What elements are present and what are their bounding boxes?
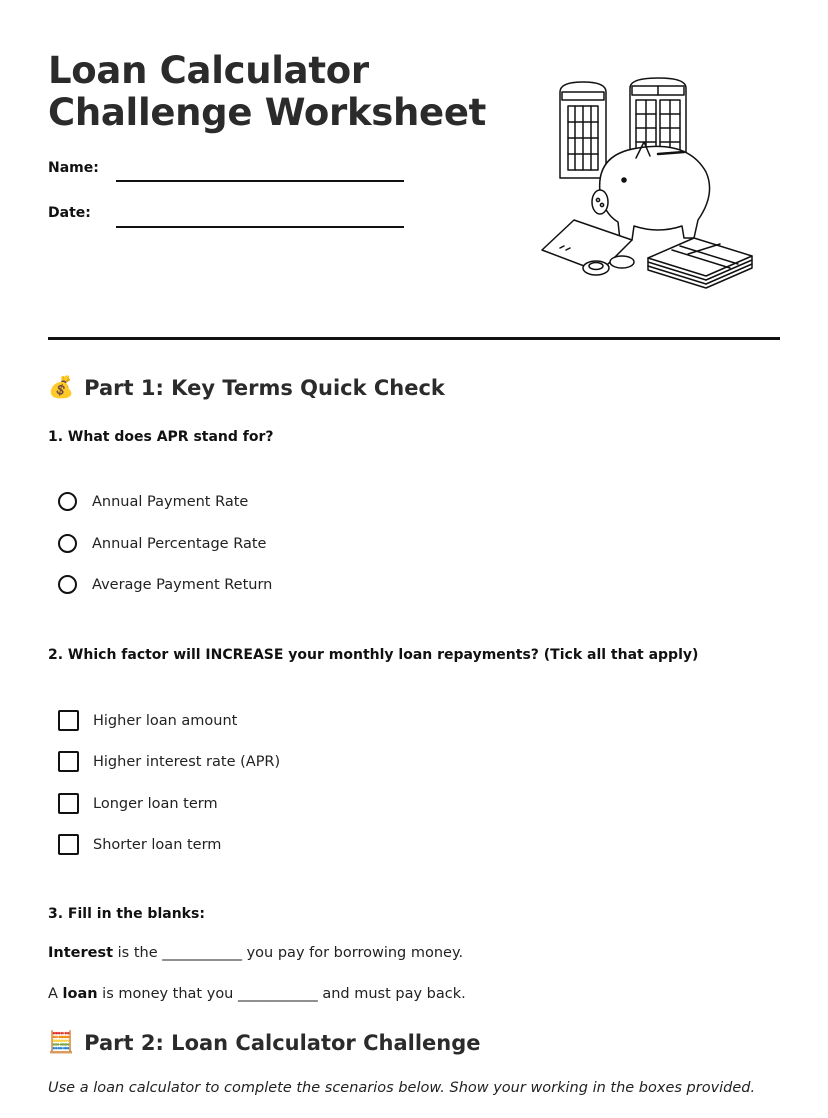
checkbox[interactable] (58, 751, 79, 772)
term-interest: Interest (48, 945, 114, 961)
part2-instructions: Use a loan calculator to complete the scenarios below. Show your working in the boxes provided. (48, 1080, 756, 1096)
question-2: 2. Which factor will INCREASE your monthly loan repayments? (Tick all that apply) (48, 647, 699, 663)
abacus-icon: 🧮 (48, 1030, 75, 1054)
question-1: 1. What does APR stand for? (48, 429, 274, 445)
sentence-2-prefix: A (48, 986, 63, 1002)
fill-blank-sentence-2 (48, 986, 466, 1002)
q2-option-1[interactable] (58, 710, 237, 731)
q2-option-4[interactable] (58, 834, 221, 855)
date-label: Date: (48, 205, 91, 221)
worksheet-title (48, 50, 486, 134)
option-label: Longer loan term (93, 795, 218, 812)
sentence-2-rest: is money that you ___________ and must pay back. (97, 986, 466, 1002)
q1-option-3[interactable] (58, 575, 272, 594)
fill-blank-sentence-1 (48, 945, 463, 961)
checkbox[interactable] (58, 710, 79, 731)
q1-option-2[interactable] (58, 534, 266, 553)
option-label: Annual Payment Rate (92, 493, 249, 510)
option-label: Higher interest rate (APR) (93, 753, 281, 770)
option-label: Average Payment Return (92, 576, 273, 593)
date-field[interactable] (116, 226, 404, 228)
money-bag-icon: 💰 (48, 375, 75, 399)
sentence-1-rest: is the ___________ you pay for borrowing money. (113, 945, 464, 961)
radio-button[interactable] (58, 534, 77, 553)
radio-button[interactable] (58, 492, 77, 511)
q2-option-3[interactable] (58, 793, 218, 814)
title-line-1: Loan Calculator (48, 49, 369, 92)
q1-option-1[interactable] (58, 492, 248, 511)
option-label: Higher loan amount (93, 712, 238, 729)
term-loan: loan (62, 986, 98, 1002)
name-field[interactable] (116, 180, 404, 182)
cash-stack-icon (648, 238, 752, 288)
part2-heading (48, 1030, 481, 1055)
checkbox[interactable] (58, 834, 79, 855)
name-label: Name: (48, 160, 99, 176)
title-line-2: Challenge Worksheet (48, 91, 487, 134)
piggy-bank-phone-booths-cards-illustration (538, 74, 758, 294)
radio-button[interactable] (58, 575, 77, 594)
piggy-bank-icon (592, 142, 710, 240)
phone-booth-left-icon (560, 82, 606, 178)
question-3: 3. Fill in the blanks: (48, 906, 205, 922)
q2-option-2[interactable] (58, 751, 280, 772)
option-label: Annual Percentage Rate (92, 535, 267, 552)
checkbox[interactable] (58, 793, 79, 814)
option-label: Shorter loan term (93, 836, 222, 853)
section-divider (48, 337, 780, 340)
part2-heading-text: Part 2: Loan Calculator Challenge (84, 1030, 481, 1055)
part1-heading (48, 375, 445, 400)
part1-heading-text: Part 1: Key Terms Quick Check (84, 375, 445, 400)
